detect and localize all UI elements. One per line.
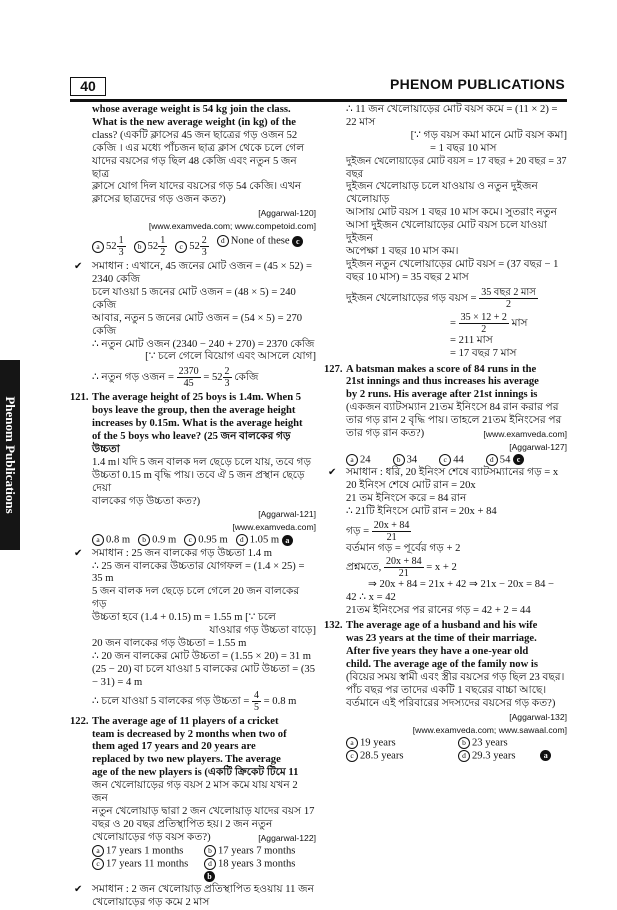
- side-tab: [0, 360, 20, 550]
- check-icon: ✔: [74, 261, 83, 273]
- q127-question: 127. A batsman makes a score of 84 runs in the 21st innings and thus increases his average by 2 runs. His average after 21st innings is: [324, 363, 539, 401]
- q127-option-b[interactable]: b 34: [393, 454, 418, 467]
- q132-option-b[interactable]: b 23 years: [458, 737, 562, 750]
- q121-option-b[interactable]: b 0.9 m: [138, 534, 176, 547]
- q122-text-bn: জন খেলোয়াড়ের গড় বয়স 2 মাস কমে যায় যখন 2 জন নতুন খেলোয়াড় দ্বারা 2 জন খেলোয়াড় যাদের বয়স 17 বছর ও 20 বছর প্রতিস্থাপিত হয়। 2 জন নতুন খেলোয়াড়ের গড় বয়স কত?) [Aggarwal-122]: [92, 780, 316, 843]
- page-header: [70, 76, 567, 98]
- q120-answer-badge: c: [292, 236, 303, 247]
- q127-text-bn: (একজন ব্যাটসম্যান 21তম ইনিংসে 84 রান করার পর তার গড় রান 2 বৃদ্ধি পায়। তাহলে 21তম ইনিংসের পর তার গড় রান কত?) [www.examveda.com]: [346, 402, 567, 440]
- q122-solution-cont: ∴ 11 জন খেলোয়াড়ের মোট বয়স কমে = (11 × 2) = 22 মাস [∵ গড় বয়স কমা মানে মোট বয়স কমা] = 1 বছর 10 মাস দুইজন খেলোয়াড়ের মোট বয়স = 17 বছর + 20 বছর = 37 বছর দুইজন খেলোয়াড় চলে যাওয়ায় ও নতুন দুইজন খেলোয়াড় আসায় মোট বয়স 1 বছর 10 মাস কমে। সুতরাং নতুন আসা দুইজন খেলোয়াড়ের মোট বয়স চলে যাওয়া দুইজন অপেক্ষা 1 বছর 10 মাস কম। দুইজন নতুন খেলোয়াড়ের মোট বয়স = (37 বছর − 1 বছর 10 মাস) = 35 বছর 2 মাস দুইজন খেলোয়াড়ের গড় বয়স = $\frac{\text{35 বছর 2 মাস}}{2}$ = $\frac{35 \times 12 + 2}{2}$ মাস = 211 মাস = 17 বছর 7 মাস: [346, 104, 567, 359]
- q127-option-c[interactable]: c 44: [439, 454, 464, 467]
- side-tab-label: Phenom Publications: [3, 396, 18, 514]
- q121-options: [70, 534, 316, 547]
- q132-answer-badge: a: [540, 750, 551, 761]
- q122-options: [70, 845, 316, 885]
- q121-question: 121. The average height of 25 boys is 1.4m. When 5 boys leave the group, then the average height increases by 0.15m. What is the average height of the 5 boys who leave? (25 জন বালকের গড় উচ্চতা: [70, 392, 303, 455]
- q121-option-c[interactable]: c 0.95 m: [184, 534, 227, 547]
- q122-option-c[interactable]: c 17 years 11 months: [92, 858, 196, 884]
- q132-option-a[interactable]: a 19 years: [346, 737, 450, 750]
- q132-web: [www.examveda.com; www.sawaal.com]: [412, 724, 567, 735]
- q120-option-d[interactable]: d None of these c: [217, 235, 304, 258]
- q127-options: [324, 454, 567, 467]
- q120-options: [70, 235, 316, 258]
- q122-option-b[interactable]: b 17 years 7 months: [204, 845, 308, 858]
- q127-option-a[interactable]: a 24: [346, 454, 371, 467]
- q132-option-c[interactable]: c 28.5 years: [346, 750, 450, 763]
- q121-web: [www.examveda.com]: [232, 522, 316, 533]
- q122-option-d[interactable]: d 18 years 3 months b: [204, 858, 308, 884]
- q120-text-bn: class? (একটি ক্লাসের 45 জন ছাত্রের গড় ওজন 52 কেজি । এর মধ্যে পাঁচজন ছাত্র ক্লাস থেকে চলে গেল যাদের বয়সের গড় ছিল 48 কেজি এবং নতুন 5 জন ছাত্র ক্লাসে যোগ দিল যাদের বয়সের গড় 54 কেজি। এখন ক্লাসের ছাত্রদের গড় ওজন কত?): [92, 129, 305, 206]
- q121-option-a[interactable]: a 0.8 m: [92, 534, 130, 547]
- publisher-name: PHENOM PUBLICATIONS: [390, 76, 565, 92]
- q127-solution: ✔ সমাধান : ধরি, 20 ইনিংস শেষে ব্যাটসম্যানের গড় = x 20 ইনিংস শেষে মোট রান = 20x 21 তম ইনিংসে করে = 84 রান ∴ 21টি ইনিংসে মোট রান = 20x + 84 গড় = $\frac{20x + 84}{21}$ বর্তমান গড় = পূর্বের গড় + 2 প্রশ্নমতে, $\frac{20x + 84}{21}$ = x + 2 ⇒ 20x + 84 = 21x + 42 ⇒ 21x − 20x = 84 − 42 ∴ x = 42 21তম ইনিংসের পর রানের গড় = 42 + 2 = 44: [328, 467, 559, 616]
- q122-solution: ✔ সমাধান : 2 জন খেলোয়াড় প্রতিস্থাপিত হওয়ায় 11 জন খেলোয়াড়ের গড় কমে 2 মাস: [74, 884, 314, 909]
- check-icon: ✔: [328, 467, 337, 479]
- q120-text: whose average weight is 54 kg join the class. What is the new average weight (in kg) of the: [92, 104, 296, 128]
- q132-source: [Aggarwal-132]: [509, 711, 567, 722]
- q121-option-d[interactable]: d 1.05 m a: [236, 534, 293, 547]
- q121-source: [Aggarwal-121]: [258, 509, 316, 520]
- q127-source: [Aggarwal-127]: [509, 441, 567, 452]
- q120-option-a[interactable]: a 52 $\frac{1}{3}$: [92, 235, 126, 258]
- q120-option-b[interactable]: b 52 $\frac{1}{2}$: [134, 235, 168, 258]
- q120-solution: ✔ সমাধান : এখানে, 45 জনের মোট ওজন = (45 × 52) = 2340 কেজি চলে যাওয়া 5 জনের মোট ওজন = (48 × 5) = 240 কেজি আবার, নতুন 5 জনের মোট ওজন = (54 × 5) = 270 কেজি ∴ নতুন মোট ওজন (2340 − 240 + 270) = 2370 কেজি [∵ চলে গেলে বিয়োগ এবং আসলে যোগ] ∴ নতুন গড় ওজন = $\frac{2370}{45}$ = 52 $\frac{2}{3}$ কেজি: [74, 261, 316, 390]
- q122-question: 122. The average age of 11 players of a cricket team is decreased by 2 months when two of them aged 17 years and 20 years are replaced by two new players. The average age of the new players is (একটি ক্রিকেট টিমে 11: [70, 715, 299, 779]
- q120-option-c[interactable]: c 52 $\frac{2}{3}$: [175, 235, 209, 258]
- q127-option-d[interactable]: d 54 c: [486, 454, 524, 467]
- q122-answer-badge: b: [204, 871, 215, 882]
- q121-solution: ✔ সমাধান : 25 জন বালকের গড় উচ্চতা 1.4 m ∴ 25 জন বালকের উচ্চতার যোগফল = (1.4 × 25) = 35 m 5 জন বালক দল ছেড়ে চলে গেলে 20 জন বালকের গড় উচ্চতা হবে (1.4 + 0.15) m = 1.55 m [∵ চলে যাওয়ার গড় উচ্চতা বাড়ে] 20 জন বালকের গড় উচ্চতা = 1.55 m ∴ 20 জন বালকের মোট উচ্চতা = (1.55 × 20) = 31 m (25 − 20) বা চলে যাওয়া 5 বালকের মোট উচ্চতা = (35 − 31) = 4 m ∴ চলে যাওয়া 5 বালকের গড় উচ্চতা = $\frac{4}{5}$ = 0.8 m: [74, 547, 316, 713]
- check-icon: ✔: [74, 547, 83, 559]
- check-icon: ✔: [74, 884, 83, 896]
- page-number: 40: [70, 77, 106, 96]
- right-column: [324, 104, 567, 763]
- q127-web: [www.examveda.com]: [483, 429, 567, 440]
- q122-option-a[interactable]: a 17 years 1 months: [92, 845, 196, 858]
- q120-web: [www.examveda.com; www.competoid.com]: [148, 221, 316, 232]
- q121-text-bn: 1.4 m। যদি 5 জন বালক দল ছেড়ে চলে যায়, তবে গড় উচ্চতা 0.15 m বৃদ্ধি পায়। তবে ঐ 5 জন প্রস্থান ছেড়ে দেয়া বালকের গড় উচ্চতা কত?): [92, 456, 312, 507]
- q120-source: [Aggarwal-120]: [258, 208, 316, 219]
- q122-source: [Aggarwal-122]: [258, 832, 316, 843]
- q121-answer-badge: a: [282, 535, 293, 546]
- q132-options: [324, 737, 567, 764]
- q132-question: 132. The average age of a husband and his wife was 23 years at the time of their marriage. After five years they have a one-year old child. The average age of the family now is: [324, 620, 538, 671]
- left-column: [70, 104, 316, 910]
- header-rule: [70, 99, 567, 102]
- q132-text-bn: (বিয়ের সময় স্বামী এবং স্ত্রীর বয়সের গড় ছিল 23 বছর। পাঁচ বছর পর তাদের একটি 1 বছরের বাচ্চা আছে। বর্তমানে এই পরিবারের সদস্যদের বয়সের গড় কত?): [346, 672, 565, 709]
- q132-option-d[interactable]: d 29.3 years a: [458, 750, 562, 763]
- q127-answer-badge: c: [513, 454, 524, 465]
